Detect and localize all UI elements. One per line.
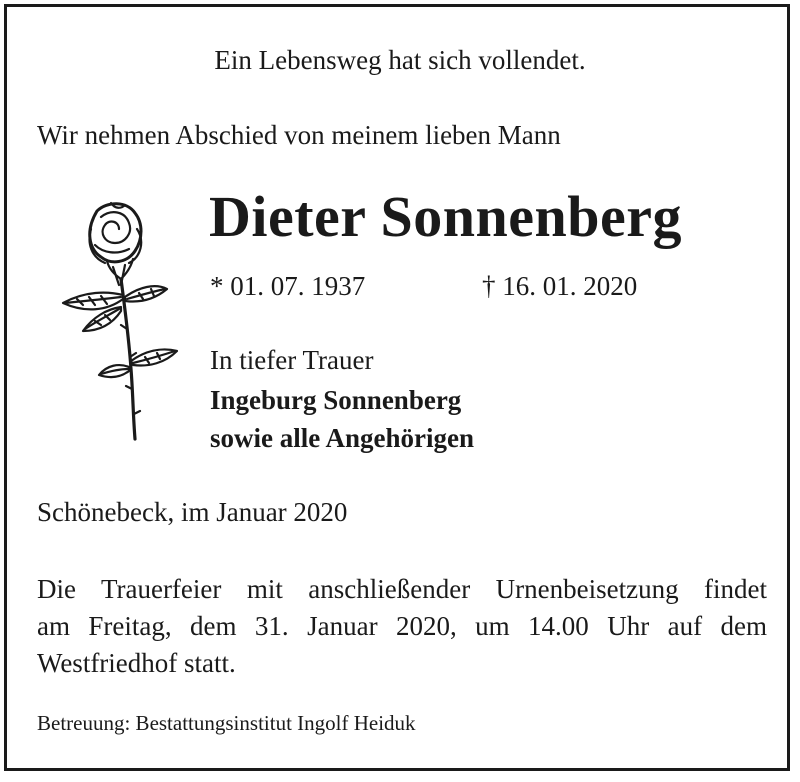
notice-border — [4, 4, 790, 771]
mourning-text: In tiefer Trauer — [210, 345, 374, 375]
funeral-announcement — [37, 571, 767, 682]
rose-icon — [55, 199, 187, 443]
funeral-line: am Freitag, dem 31. Januar 2020, um 14.00 Uhr auf dem — [37, 611, 767, 641]
mourner-name: Ingeburg Sonnenberg — [210, 385, 462, 415]
birth-date: * 01. 07. 1937 — [210, 271, 366, 301]
death-date: † 16. 01. 2020 — [482, 271, 638, 301]
place-date: Schönebeck, im Januar 2020 — [37, 497, 348, 527]
funeral-line: Die Trauerfeier mit anschließender Urnenbeisetzung findet — [37, 574, 767, 604]
funeral-line: Westfriedhof statt. — [37, 648, 236, 678]
funeral-service-credit: Betreuung: Bestattungsinstitut Ingolf Heiduk — [37, 711, 416, 735]
mourner-relatives: sowie alle Angehörigen — [210, 423, 474, 453]
farewell-text: Wir nehmen Abschied von meinem lieben Mann — [37, 120, 561, 150]
deceased-name: Dieter Sonnenberg — [209, 184, 683, 249]
intro-text: Ein Lebensweg hat sich vollendet. — [214, 45, 586, 75]
